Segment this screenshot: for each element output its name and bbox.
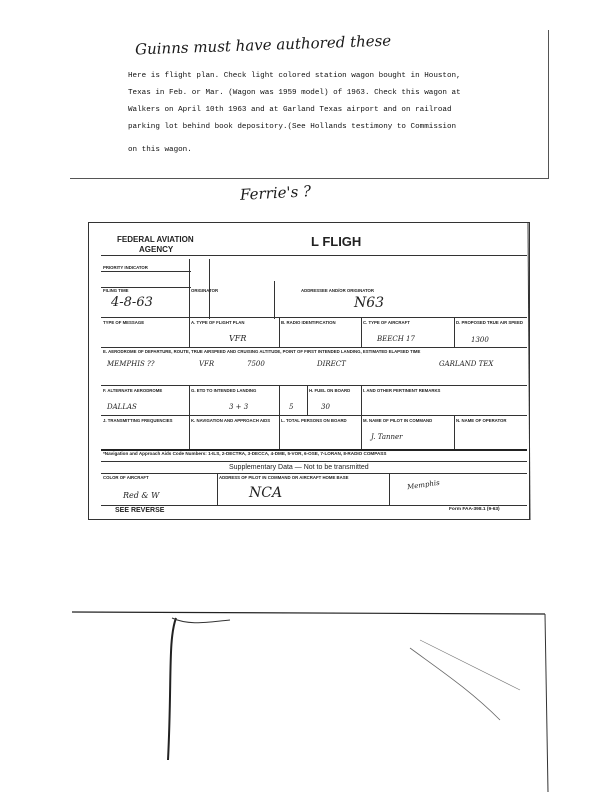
supplementary-last-box-value: Memphis [406, 478, 441, 492]
field-b-label: B. RADIO IDENTIFICATION [281, 320, 336, 325]
field-e-route: DIRECT [317, 360, 346, 368]
field-m-label: M. NAME OF PILOT IN COMMAND [363, 418, 433, 423]
aircraft-id-value: N63 [354, 295, 385, 311]
field-g-value-2: 5 [289, 403, 294, 411]
field-c-label: C. TYPE OF AIRCRAFT [363, 320, 410, 325]
field-j-label: J. TRANSMITTING FREQUENCIES [103, 418, 173, 423]
form-title: L FLIGH [311, 234, 362, 249]
field-a-label: A. TYPE OF FLIGHT PLAN [191, 320, 245, 325]
field-h-label: H. FUEL ON BOARD [309, 388, 351, 393]
field-e-destination: GARLAND TEX [439, 360, 494, 368]
color-of-aircraft-label: COLOR OF AIRCRAFT [103, 475, 149, 480]
date-value: 4-8-63 [111, 295, 153, 310]
typed-note-line-4: parking lot behind book depository.(See Hollands testimony to Commission [128, 123, 457, 131]
field-e-altitude: 7500 [247, 360, 265, 368]
field-l-label: L. TOTAL PERSONS ON BOARD [281, 418, 347, 423]
field-g-label: G. ETD TO INTENDED LANDING [191, 388, 257, 393]
color-of-aircraft-value: Red & W [123, 491, 160, 500]
field-e-departure: MEMPHIS ?? [107, 360, 155, 368]
field-a-value: VFR [229, 334, 247, 343]
field-d-label: D. PROPOSED TRUE AIR SPEED [456, 320, 523, 325]
originator-label: ORIGINATOR [191, 288, 219, 293]
filing-time-label: FILING TIME [103, 288, 129, 293]
field-f-label: F. ALTERNATE AERODROME [103, 388, 163, 393]
nav-aids-codes: *Navigation and Approach Aids Code Numbers: 1-ILS, 2-DECTRA, 3-DECCA, 4-DME, 5-VOR, 6-OSE, 7-LORAN, 8-RADIO COMPASS [103, 451, 387, 456]
field-f-value: DALLAS [107, 403, 137, 411]
pilot-address-value: NCA [249, 485, 283, 501]
priority-indicator-label: PRIORITY INDICATOR [103, 265, 148, 270]
field-i-label: I. AND OTHER PERTINENT REMARKS [363, 388, 441, 393]
typed-note-line-1: Here is flight plan. Check light colored station wagon bought in Houston, [128, 72, 461, 80]
form-number: Form FAA-398.1 (9-63) [449, 507, 500, 512]
field-d-value: 1300 [471, 336, 489, 344]
field-m-value: J. Tanner [371, 433, 403, 441]
field-e-label: E. AERODROME OF DEPARTURE, ROUTE, TRUE AIRSPEED AND CRUISING ALTITUDE, POINT OF FIRST INTENDED LANDING, ESTIMATED ELAPSED TIME [103, 349, 421, 354]
field-c-value: BEECH 17 [377, 335, 415, 343]
addressee-label: ADDRESSEE AND/OR ORIGINATOR [301, 288, 374, 293]
typed-note-line-3: Walkers on April 10th 1963 and at Garland Texas airport and on railroad [128, 106, 452, 114]
field-n-label: N. NAME OF OPERATOR [456, 418, 507, 423]
type-of-message-label: TYPE OF MESSAGE [103, 320, 145, 325]
agency-name-line2: AGENCY [139, 245, 174, 254]
field-h-value: 30 [321, 403, 330, 411]
supplementary-data-title: Supplementary Data — Not to be transmitted [229, 464, 369, 471]
field-e-flight-rules: VFR [199, 360, 215, 368]
see-reverse-label: SEE REVERSE [115, 507, 165, 514]
typed-note-line-2: Texas in Feb. or Mar. (Wagon was 1959 model) of 1963. Check this wagon at [128, 89, 461, 97]
field-k-label: K. NAVIGATION AND APPROACH AIDS [191, 418, 271, 423]
agency-name-line1: FEDERAL AVIATION [117, 235, 194, 244]
handwritten-annotation-ferrie: Ferrie's ? [239, 182, 312, 204]
typed-note-line-5: on this wagon. [128, 146, 192, 154]
pilot-address-label: ADDRESS OF PILOT IN COMMAND OR AIRCRAFT HOME BASE [219, 475, 349, 480]
handwritten-annotation-top: Guinns must have authored these [134, 31, 392, 59]
field-g-value: 3 + 3 [229, 403, 249, 411]
